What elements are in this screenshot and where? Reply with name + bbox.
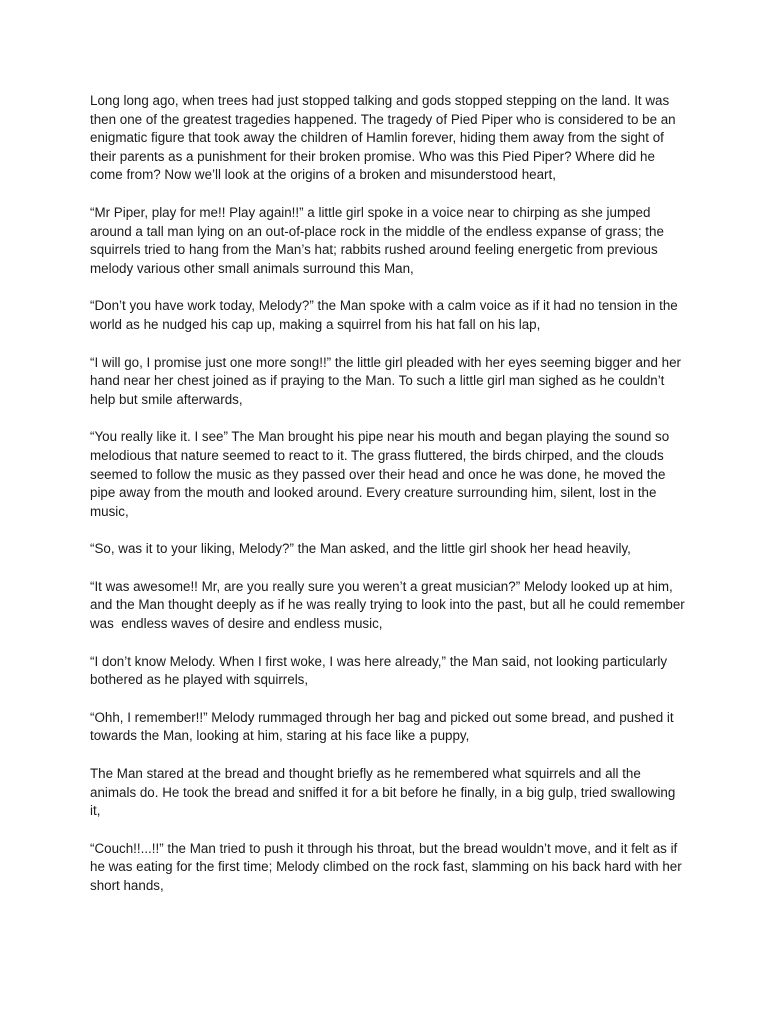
paragraph-couch: “Couch!!...!!” the Man tried to push it through his throat, but the bread wouldn’t move, and it felt as if he was eating for the first time; Melody climbed on the rock fast, slamming on his back hard with her short hands, xyxy=(90,840,686,893)
paragraph-intro: Long long ago, when trees had just stopped talking and gods stopped stepping on the land. It was then one of the greatest tragedies happened. The tragedy of Pied Piper who is considered to be an enigmatic figure that took away the children of Hamlin forever, hiding them away from the sight of their parents as a punishment for their broken promise. Who was this Pied Piper? Where did he come from? Now we’ll look at the origins of a broken and misunderstood heart, xyxy=(90,93,680,183)
paragraph-play-again: “Mr Piper, play for me!! Play again!!” a little girl spoke in a voice near to chirping as she jumped around a tall man lying on an out-of-place rock in the middle of the endless expanse of grass; the squirrels tried to hang from the Man’s hat; rabbits rushed around feeling energetic from previous melody various other small animals surround this Man, xyxy=(90,204,668,276)
paragraph-bread: “Ohh, I remember!!” Melody rummaged through her bag and picked out some bread, and pushed it towards the Man, looking at him, staring at his face like a puppy, xyxy=(90,709,678,744)
paragraph-swallowing: The Man stared at the bread and thought briefly as he remembered what squirrels and all the animals do. He took the bread and sniffed it for a bit before he finally, in a big gulp, tried swallowing it, xyxy=(90,766,680,819)
paragraph-awesome: “It was awesome!! Mr, are you really sure you weren’t a great musician?” Melody looked up at him, and the Man thought deeply as if he was really trying to look into the past, but all he could remember was endless waves of desire and endless music, xyxy=(90,578,689,632)
paragraph-work-today: “Don’t you have work today, Melody?” the Man spoke with a calm voice as if it had no tension in the world as he nudged his cap up, making a squirrel from his hat fall on his lap, xyxy=(90,298,682,332)
paragraph-dont-know: “I don’t know Melody. When I first woke, I was here already,” the Man said, not looking particularly bothered as he played with squirrels, xyxy=(90,653,671,688)
paragraph-your-liking: “So, was it to your liking, Melody?” the Man asked, and the little girl shook her head heavily, xyxy=(90,541,631,557)
paragraph-pipe-playing: “You really like it. I see” The Man brought his pipe near his mouth and began playing the sound so melodious that nature seemed to react to it. The grass fluttered, the birds chirped, and the clouds seemed to follow the music as they passed over their head and once he was done, he moved the pipe away from the mouth and looked around. Every creature surrounding him, silent, lost in the music, xyxy=(90,429,673,519)
paragraph-one-more-song: “I will go, I promise just one more song!!” the little girl pleaded with her eyes seeming bigger and her hand near her chest joined as if praying to the Man. To such a little girl man sighed as he couldn’t help but smile afterwards, xyxy=(90,354,685,407)
